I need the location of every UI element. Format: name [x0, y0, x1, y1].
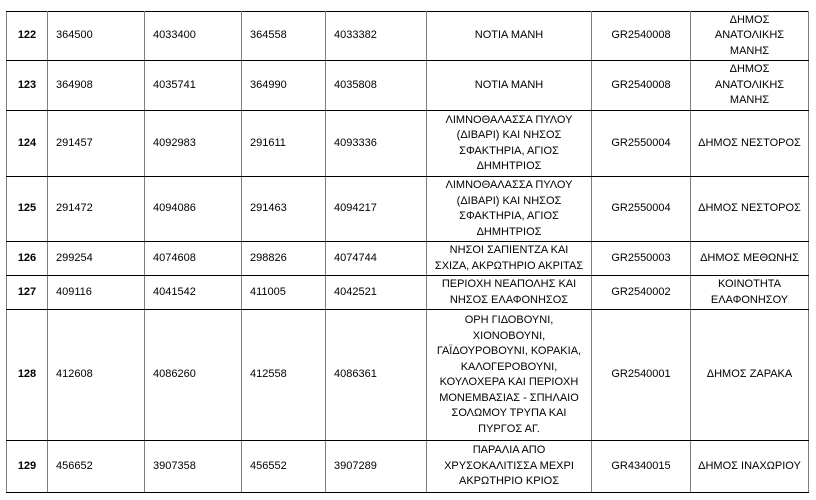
location-cell-line: ΑΚΡΩΤΗΡΙΟ ΚΡΙΟΣ: [459, 475, 559, 488]
x-start-cell: 291457: [48, 111, 145, 177]
municipality-cell-line: ΔΗΜΟΣ ΙΝΑΧΩΡΙΟΥ: [698, 459, 801, 472]
x-end-cell: 364990: [242, 61, 326, 111]
site-code-cell: GR2540002: [592, 276, 691, 310]
municipality-cell-line: ΔΗΜΟΣ: [729, 63, 770, 76]
y-start-cell: 4035741: [145, 61, 242, 111]
x-end-cell: 412558: [242, 310, 326, 441]
x-start-cell: 364908: [48, 61, 145, 111]
row-number: 124: [7, 111, 48, 177]
location-cell-line: ΠΑΡΑΛΙΑ ΑΠΟ: [472, 444, 546, 457]
table-row: [7, 441, 809, 493]
x-start-cell: 456652: [48, 441, 145, 493]
x-end-cell: 291463: [242, 177, 326, 242]
site-code-cell: GR4340015: [592, 441, 691, 493]
location-cell: [427, 441, 592, 493]
location-cell-line: ΟΡΗ ΓΙΔΟΒΟΥΝΙ,: [464, 314, 554, 326]
x-start-cell: 299254: [48, 242, 145, 276]
location-cell-line: ΣΦΑΚΤΗΡΙΑ, ΑΓΙΟΣ: [459, 210, 559, 222]
location-cell-line: ΧΡΥΣΟΚΑΛΙΤΙΣΣΑ ΜΕΧΡΙ: [444, 459, 574, 472]
table-row: [7, 276, 809, 310]
location-cell: [427, 111, 592, 177]
x-end-cell: 298826: [242, 242, 326, 276]
y-start-cell: 4033400: [145, 12, 242, 61]
table-row: [7, 177, 809, 242]
location-cell: [427, 177, 592, 242]
municipality-cell: [691, 310, 809, 441]
site-code-cell: GR2540008: [592, 61, 691, 111]
municipality-cell: [691, 441, 809, 493]
municipality-cell: [691, 12, 809, 61]
municipality-cell-line: ΔΗΜΟΣ ΝΕΣΤΟΡΟΣ: [698, 202, 801, 215]
location-cell-line: ΛΙΜΝΟΘΑΛΑΣΣΑ ΠΥΛΟΥ: [445, 179, 573, 191]
municipality-cell-line: ΕΛΑΦΟΝΗΣΟΥ: [710, 293, 789, 306]
x-start-cell: 364500: [48, 12, 145, 61]
y-end-cell: 3907289: [326, 441, 427, 493]
table-body: [7, 12, 809, 493]
table-row: [7, 242, 809, 276]
location-cell: [427, 310, 592, 441]
municipality-cell-line: ΚΟΙΝΟΤΗΤΑ: [717, 278, 781, 290]
site-code-cell: GR2540001: [592, 310, 691, 441]
row-number: 126: [7, 242, 48, 276]
table-row: [7, 310, 809, 441]
location-cell-line: (ΔΙΒΑΡΙ) ΚΑΙ ΝΗΣΟΣ: [456, 194, 562, 207]
municipality-cell-line: ΜΑΝΗΣ: [729, 44, 770, 57]
municipality-cell: [691, 242, 809, 276]
municipality-cell-line: ΑΝΑΤΟΛΙΚΗΣ: [714, 78, 785, 91]
municipality-cell-line: ΔΗΜΟΣ: [729, 13, 770, 26]
y-start-cell: 3907358: [145, 441, 242, 493]
location-cell-line: ΚΟΥΛΟΧΕΡΑ ΚΑΙ ΠΕΡΙΟΧΗ: [439, 376, 579, 388]
municipality-cell-line: ΔΗΜΟΣ ΜΕΘΩΝΗΣ: [700, 251, 799, 264]
location-cell-line: ΠΥΡΓΟΣ ΑΓ.: [478, 422, 540, 435]
x-start-cell: 412608: [48, 310, 145, 441]
location-cell-line: ΝΗΣΟΙ ΣΑΠΙΕΝΤΖΑ ΚΑΙ: [449, 244, 569, 256]
site-code-cell: GR2550003: [592, 242, 691, 276]
x-end-cell: 291611: [242, 111, 326, 177]
municipality-cell-line: ΔΗΜΟΣ ΝΕΣΤΟΡΟΣ: [698, 136, 801, 149]
municipality-cell-line: ΜΑΝΗΣ: [729, 94, 770, 107]
row-number: 123: [7, 61, 48, 111]
y-end-cell: 4042521: [326, 276, 427, 310]
y-end-cell: 4035808: [326, 61, 427, 111]
y-start-cell: 4094086: [145, 177, 242, 242]
location-cell-line: ΝΗΣΟΣ ΕΛΑΦΟΝΗΣΟΣ: [449, 293, 569, 306]
row-number: 125: [7, 177, 48, 242]
location-cell-line: ΔΗΜΗΤΡΙΟΣ: [476, 225, 542, 238]
location-cell: [427, 12, 592, 61]
table-row: [7, 12, 809, 61]
site-code-cell: GR2550004: [592, 111, 691, 177]
location-cell-line: ΚΑΛΟΓΕΡΟΒΟΥΝΙ,: [460, 360, 558, 373]
location-cell-line: ΝΟΤΙΑ ΜΑΝΗ: [474, 78, 544, 91]
location-cell-line: ΠΕΡΙΟΧΗ ΝΕΑΠΟΛΗΣ ΚΑΙ: [441, 278, 577, 290]
y-start-cell: 4092983: [145, 111, 242, 177]
location-cell: [427, 61, 592, 111]
row-number: 122: [7, 12, 48, 61]
municipality-cell: [691, 61, 809, 111]
location-cell-line: (ΔΙΒΑΡΙ) ΚΑΙ ΝΗΣΟΣ: [456, 129, 562, 141]
y-start-cell: 4086260: [145, 310, 242, 441]
site-code-cell: GR2550004: [592, 177, 691, 242]
site-code-cell: GR2540008: [592, 12, 691, 61]
y-end-cell: 4094217: [326, 177, 427, 242]
y-start-cell: 4074608: [145, 242, 242, 276]
municipality-cell-line: ΔΗΜΟΣ ΖΑΡΑΚΑ: [706, 368, 793, 381]
x-start-cell: 409116: [48, 276, 145, 310]
row-number: 127: [7, 276, 48, 310]
location-cell-line: ΜΟΝΕΜΒΑΣΙΑΣ - ΣΠΗΛΑΙΟ: [439, 391, 579, 404]
municipality-cell-line: ΑΝΑΤΟΛΙΚΗΣ: [714, 29, 785, 42]
y-start-cell: 4041542: [145, 276, 242, 310]
municipality-cell: [691, 177, 809, 242]
y-end-cell: 4033382: [326, 12, 427, 61]
row-number: 128: [7, 310, 48, 441]
location-cell: [427, 276, 592, 310]
y-end-cell: 4086361: [326, 310, 427, 441]
y-end-cell: 4093336: [326, 111, 427, 177]
row-number: 129: [7, 441, 48, 493]
location-cell-line: ΣΟΛΩΜΟΥ ΤΡΥΠΑ ΚΑΙ: [451, 407, 567, 419]
x-start-cell: 291472: [48, 177, 145, 242]
x-end-cell: 456552: [242, 441, 326, 493]
beach-coordinates-table: [6, 11, 809, 493]
location-cell-line: ΣΦΑΚΤΗΡΙΑ, ΑΓΙΟΣ: [459, 144, 559, 157]
location-cell-line: ΛΙΜΝΟΘΑΛΑΣΣΑ ΠΥΛΟΥ: [445, 113, 573, 126]
location-cell-line: ΝΟΤΙΑ ΜΑΝΗ: [474, 29, 544, 42]
x-end-cell: 411005: [242, 276, 326, 310]
table-row: [7, 111, 809, 177]
location-cell-line: ΓΑΪΔΟΥΡΟΒΟΥΝΙ, ΚΟΡΑΚΙΑ,: [436, 345, 582, 357]
y-end-cell: 4074744: [326, 242, 427, 276]
location-cell-line: ΣΧΙΖΑ, ΑΚΡΩΤΗΡΙΟ ΑΚΡΙΤΑΣ: [434, 259, 584, 272]
municipality-cell: [691, 111, 809, 177]
location-cell-line: ΧΙΟΝΟΒΟΥΝΙ,: [472, 329, 546, 342]
table-row: [7, 61, 809, 111]
municipality-cell: [691, 276, 809, 310]
location-cell-line: ΔΗΜΗΤΡΙΟΣ: [476, 160, 542, 172]
location-cell: [427, 242, 592, 276]
x-end-cell: 364558: [242, 12, 326, 61]
